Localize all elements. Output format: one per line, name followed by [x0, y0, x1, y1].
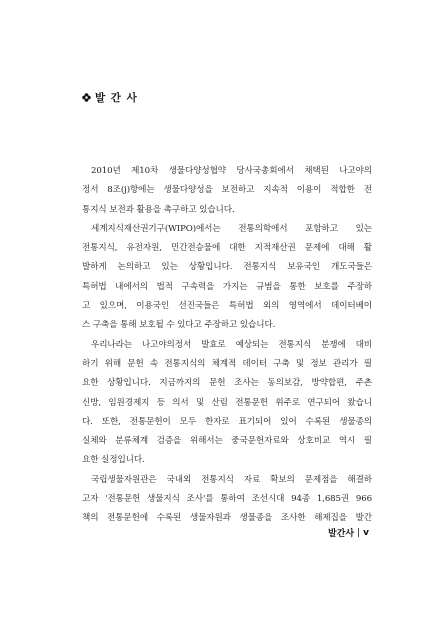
- page-title: 발 간 사: [95, 92, 138, 104]
- text-line: 요한 상황입니다. 지금까지의 문헌 조사는 동의보감, 방약합편, 주촌: [82, 378, 372, 389]
- page-footer: [328, 526, 369, 539]
- text-line: 고자 '전통문헌 생물지식 조사'를 통하여 조선시대 94종 1,685권 966: [82, 494, 372, 505]
- text-line: 책의 전통문헌에 수록된 생물자원과 생물종을 조사한 해제집을 발간: [82, 513, 372, 524]
- text-line: 전통지식, 유전자원, 민간전승물에 대한 지적재산권 문제에 대해 활: [82, 243, 372, 254]
- text-line: 발하게 논의하고 있는 상황입니다. 전통지식 보유국인 개도국들은: [82, 262, 372, 273]
- body-text: [82, 162, 372, 529]
- text-line: 특허법 내에서의 법적 구속력을 가지는 규범을 통한 보호를 주장하: [82, 281, 372, 292]
- text-line: 정서 8조(j)항에는 생물다양성을 보전하고 지속적 이용이 적합한 전: [82, 185, 372, 196]
- page-number: v: [363, 527, 369, 538]
- text-line: 실체와 분류체계 검증을 위해서는 중국문헌자료와 상호비교 역시 필: [82, 436, 372, 447]
- footer-divider: [358, 528, 359, 537]
- text-line: 요한 실정입니다.: [82, 455, 145, 466]
- paragraph-3: [82, 336, 372, 471]
- text-line: 하기 위해 문헌 속 전통지식의 체계적 데이터 구축 및 정보 관리가 필: [82, 358, 372, 369]
- section-heading: [82, 90, 138, 105]
- text-line: 신방, 임원경제지 등 의서 및 산림 전통문헌 위주로 연구되어 왔습니: [82, 397, 372, 408]
- text-line: 2010년 제10차 생물다양성협약 당사국총회에서 채택된 나고야의: [91, 166, 372, 176]
- flower-icon: [82, 93, 91, 102]
- text-line: 스 구축을 통해 보호될 수 있다고 주장하고 있습니다.: [82, 320, 276, 331]
- text-line: 고 있으며, 이용국인 선진국들은 특허법 외의 영역에서 데이터베이: [82, 301, 372, 312]
- paragraph-4: [82, 471, 372, 529]
- text-line: 국립생물자원관은 국내외 전통지식 자료 확보의 문제점을 해결하: [91, 474, 372, 485]
- footer-section-label: 발간사: [328, 529, 355, 539]
- text-line: 우리나라는 나고야의정서 발효로 예상되는 전통지식 분쟁에 대비: [91, 339, 372, 350]
- text-line: 다. 또한, 전통문헌이 모두 한자로 표기되어 있어 수록된 생물종의: [82, 416, 372, 427]
- paragraph-1: [82, 162, 372, 220]
- text-line: 세계지식재산권기구(WIPO)에서는 전통의학에서 포함하고 있는: [91, 223, 372, 234]
- paragraph-2: [82, 220, 372, 336]
- text-line: 통지식 보전과 활용을 촉구하고 있습니다.: [82, 204, 235, 215]
